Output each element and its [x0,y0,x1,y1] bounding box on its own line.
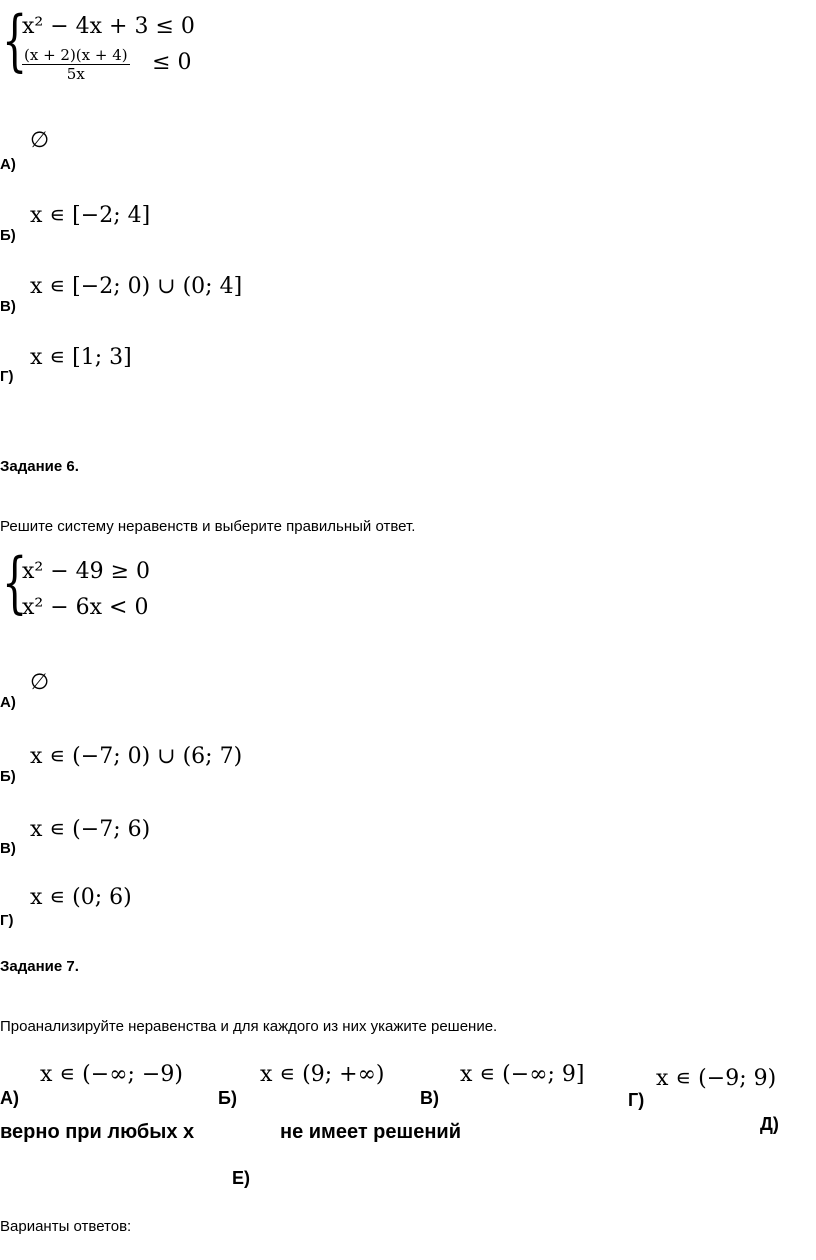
option1-c-answer: x ∊ [−2; 0) ∪ (0; 4] [30,274,243,299]
task7-c-label: В) [420,1088,439,1108]
task7-text-always: верно при любых x [0,1121,195,1143]
fraction-relation: ≤ 0 [152,49,192,75]
task6-d-label: Г) [0,912,14,929]
answers-title: Варианты ответов: [0,1218,132,1235]
task7-title: Задание 7. [0,958,79,975]
task7-a-answer: x ∊ (−∞; −9) [40,1062,183,1087]
task7-c-answer: x ∊ (−∞; 9] [460,1062,585,1087]
task7-label-e: Е) [232,1168,250,1188]
system-brace: { [2,544,28,621]
fraction [22,46,130,83]
task6-c-answer: x ∊ (−7; 6) [30,817,151,842]
option1-c-label: В) [0,298,16,315]
system1-line2 [22,46,192,83]
option1-a-label: А) [0,156,16,173]
task6-line1: x² − 49 ≥ 0 [22,559,151,584]
task7-b-label: Б) [218,1088,237,1108]
option1-a-answer: ∅ [30,128,50,153]
fraction-denominator: 5x [66,65,85,83]
option1-d-label: Г) [0,368,14,385]
task7-a-label: А) [0,1088,19,1108]
task6-b-label: Б) [0,768,16,785]
task7-label-d: Д) [760,1114,779,1134]
option1-b-label: Б) [0,227,16,244]
task6-c-label: В) [0,840,16,857]
option1-d-answer: x ∊ [1; 3] [30,345,132,370]
task7-d-answer: x ∊ (−9; 9) [656,1066,777,1091]
task6-line2: x² − 6x < 0 [22,595,149,620]
task7-d-label: Г) [628,1090,645,1110]
task7-b-answer: x ∊ (9; +∞) [260,1062,385,1087]
task6-a-answer: ∅ [30,670,50,695]
option1-b-answer: x ∊ [−2; 4] [30,203,151,228]
task6-b-answer: x ∊ (−7; 0) ∪ (6; 7) [30,744,243,769]
system-brace: { [2,2,28,79]
task6-d-answer: x ∊ (0; 6) [30,885,132,910]
task6-instruction: Решите систему неравенств и выберите правильный ответ. [0,518,416,535]
fraction-numerator: (x + 2)(x + 4) [24,46,128,64]
task6-a-label: А) [0,694,16,711]
task6-title: Задание 6. [0,458,79,475]
system1-line1: x² − 4x + 3 ≤ 0 [22,14,195,39]
task7-instruction: Проанализируйте неравенства и для каждого из них укажите решение. [0,1018,498,1035]
task7-text-none: не имеет решений [280,1121,461,1143]
